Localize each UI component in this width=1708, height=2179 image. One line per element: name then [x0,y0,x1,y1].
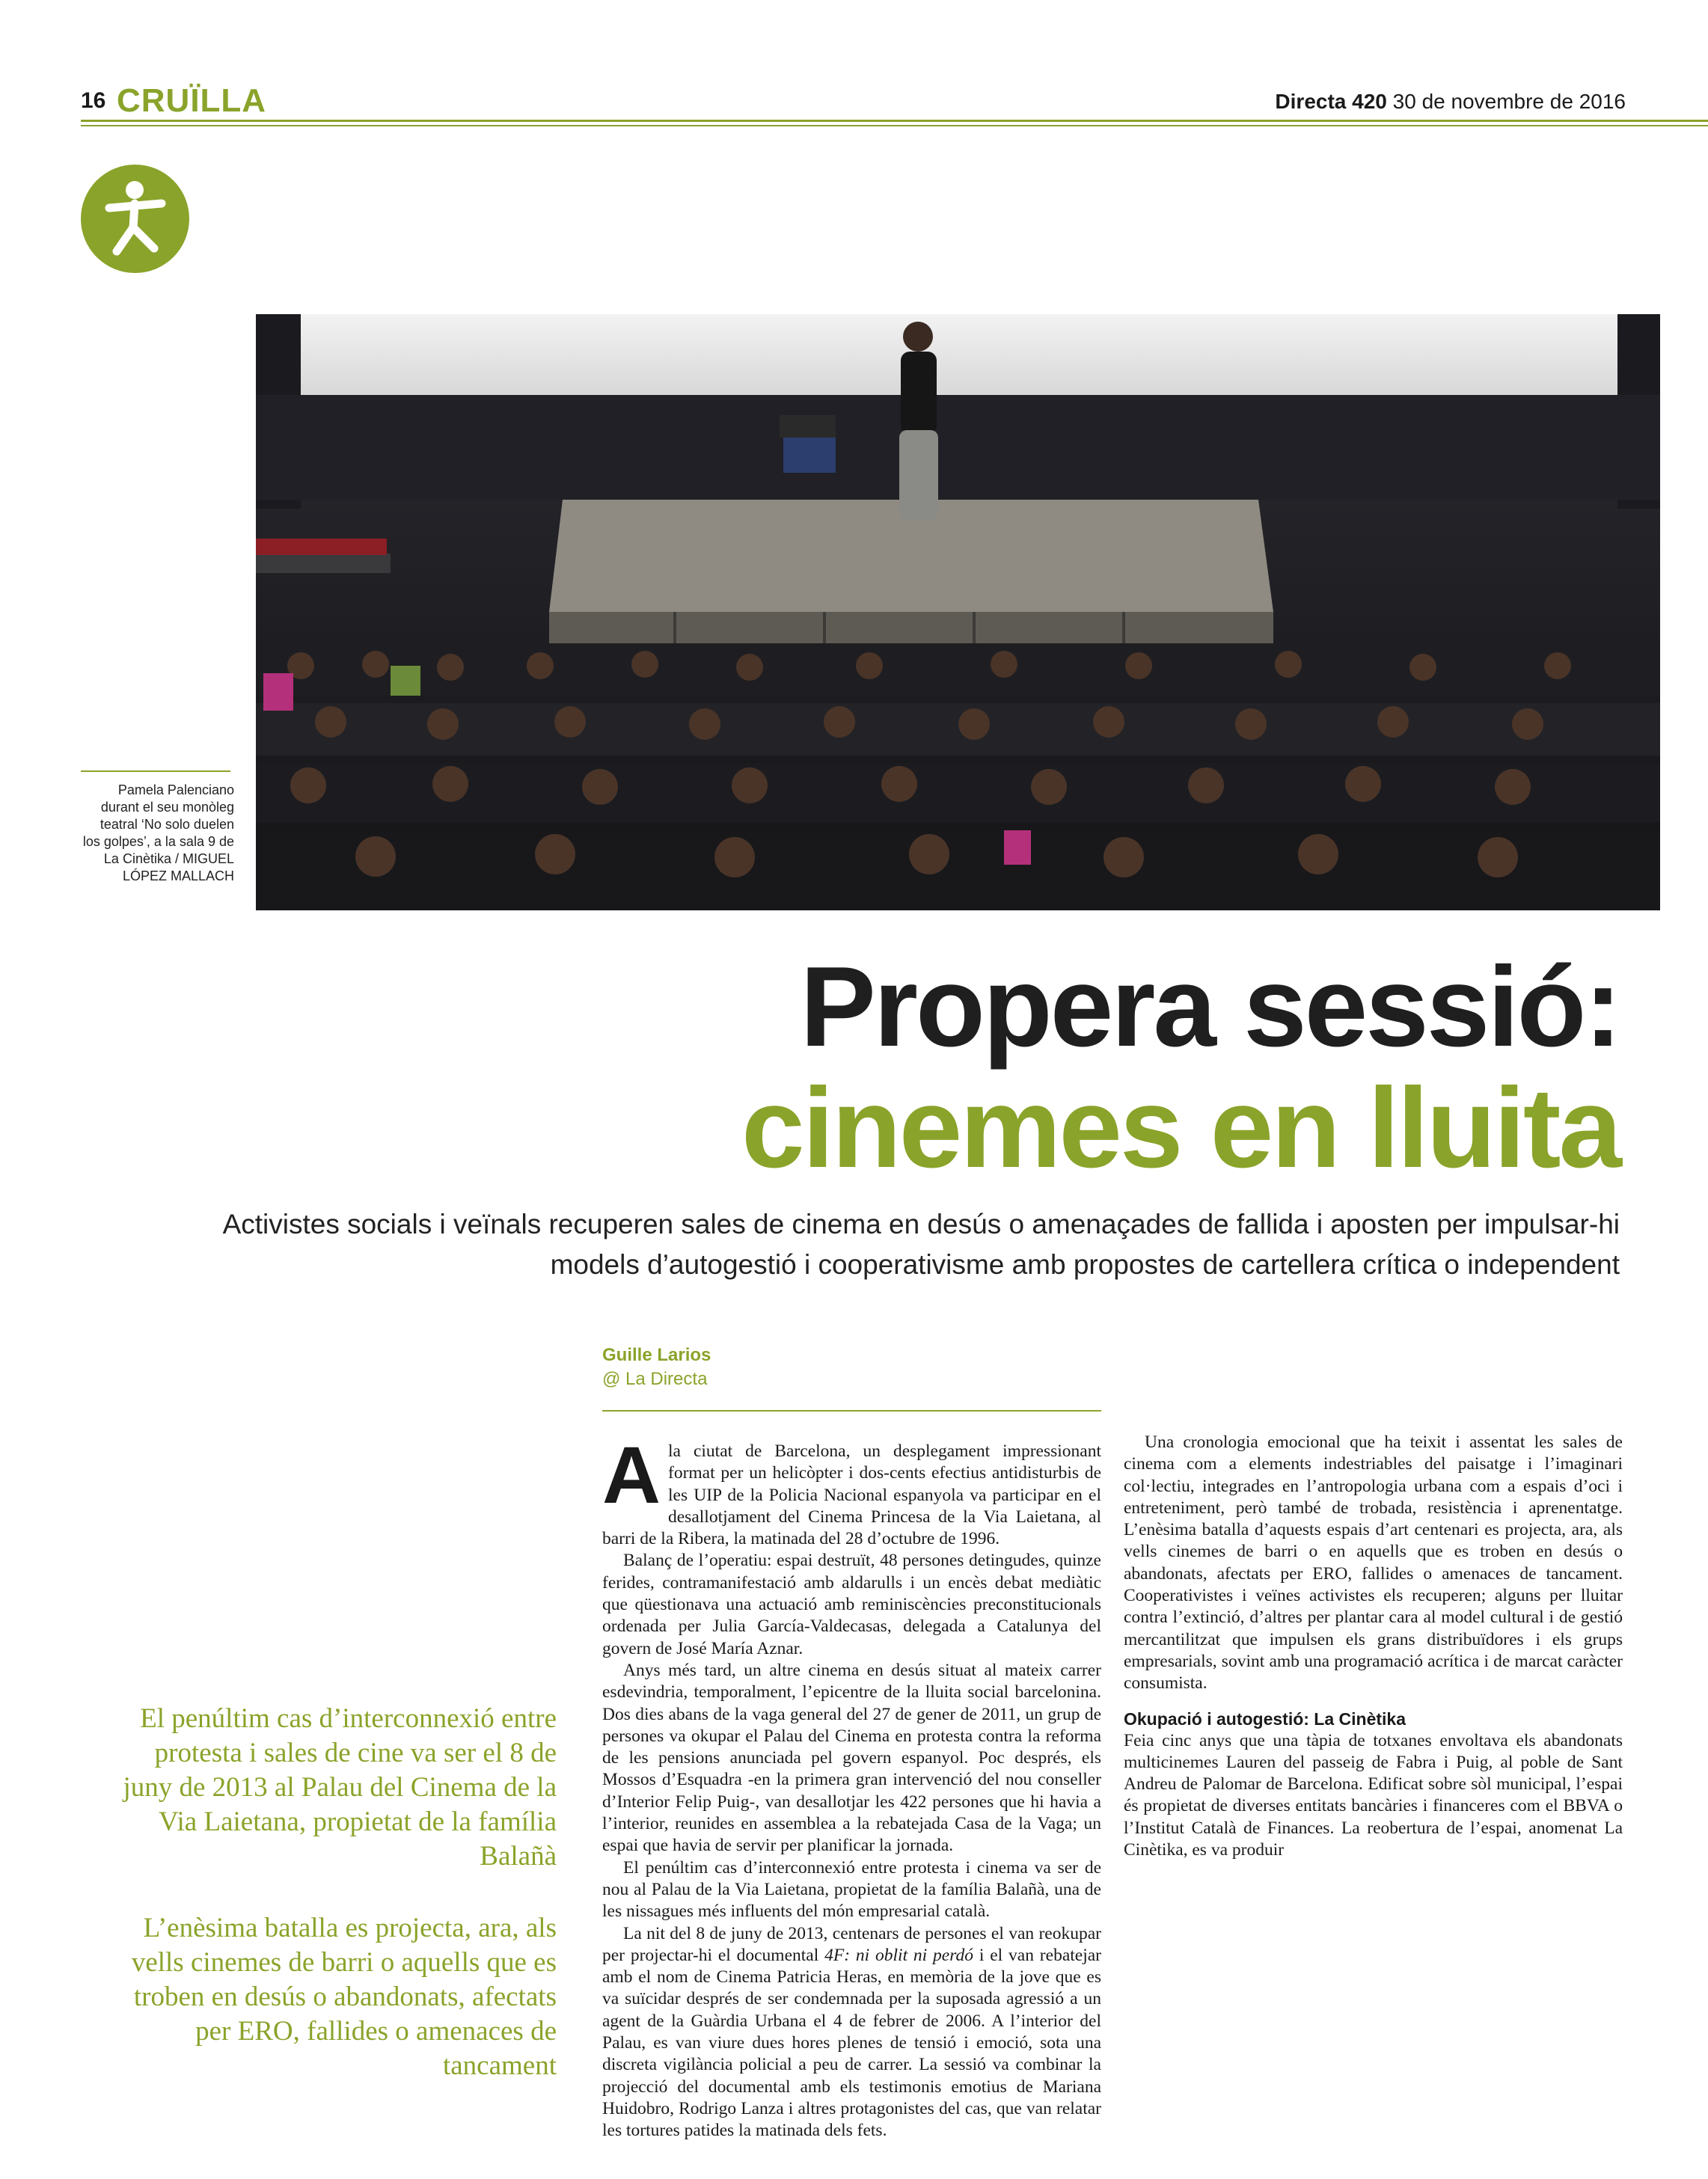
paragraph-6: Una cronologia emocional que ha teixit i assentat les sales de cinema com a elements indestriables del paisatge i l’imaginari col·lectiu, integrades en l’antropologia urbana com a espais d’oci i entreteniment, però també de trobada, resistència i aprenentatge. L’enèsima batalla d’aquests espais d’art centenari es projecta, ara, als vells cinemes de barri o en aquells que es troben en desús o abandonats, afectats per ERO, fallides o amenaces de tancament. Cooperativistes i veïnes activistes els recuperen; alguns per lluitar contra l’extinció, d’altres per plantar cara al model cultural i de gestió mercantilitzat que impulsen els grans distribuïdores i els grups empresarials, sovint amb una programació acrítica i de marcat caràcter consumista. [1124,1432,1623,1694]
person-figure-icon [81,165,189,273]
issue-info [1275,90,1626,114]
headline-line-2: cinemes en lluita [741,1064,1620,1192]
pull-quote-2: L’enèsima batalla es projecta, ara, als vells cinemes de barri o aquells que es troben en desús o abandonats, afectats per ERO, fallides o amenaces de tancament [131,1913,557,2081]
header-rule-thin [81,125,1708,126]
issue-date: 30 de novembre de 2016 [1392,90,1626,113]
paragraph-3: Anys més tard, un altre cinema en desús situat al mateix carrer esdevindria, temporalment, l’epicentre de la lluita social barcelonina. Dos dies abans de la vaga general del 27 de gener de 2011, un grup de persones va okupar el Palau del Cinema en protesta contra la reforma de les pensions anunciada pel govern espanyol. Poc després, els Mossos d’Esquadra -en la primera gran intervenció del nou conseller d’Interior Felip Puig-, van desallotjar les 422 persones que hi havia a l’interior, reunides en assemblea a la rebatejada Casa de la Vaga; un espai que havia de servir per planificar la jornada. [602,1660,1101,1856]
paragraph-4: El penúltim cas d’interconnexió entre protesta i cinema va ser de nou al Palau de la Via Laietana, propietat de la família Balañà, una de les nissagues més influents del món empresarial català. [602,1857,1101,1922]
body-column-1 [602,1429,1101,2142]
byline-rule [602,1410,1101,1412]
subheading: Okupació i autogestió: La Cinètika [1124,1708,1407,1729]
dropcap: A [602,1429,661,1520]
header-rule [81,120,1708,122]
paragraph-2: Balanç de l’operatiu: espai destruït, 48 persones detingudes, quinze ferides, contramanifestació amb aldarulls i un encès debat mediàtic que qüestionava una actuació amb reminiscències preconstitucionals ordenada per Julia García-Valdecasas, delegada a Catalunya del govern de José María Aznar. [602,1551,1101,1658]
author-name: Guille Larios [602,1345,711,1365]
pull-quote-1: El penúltim cas d’interconnexió entre protesta i sales de cine va ser el 8 de juny de 2013 al Palau del Cinema de la Via Laietana, propietat de la família Balañà [123,1703,557,1872]
documentary-title: 4F: ni oblit ni perdó [824,1945,974,1965]
page-number: 16 [81,88,106,113]
cinema-theatre-photo [256,314,1660,910]
paragraph-5 [602,1923,1101,2142]
body-column-2 [1124,1432,1623,1861]
paragraph-1-text: la ciutat de Barcelona, un desplegament impressionant format per un helicòpter i dos-cents efectius antidisturbis de les UIP de la Policia Nacional espanyola va participar en el desallotjament del Cinema Princesa de la Via Laietana, al barri de la Ribera, la matinada del 28 d’octubre de 1996. [602,1441,1101,1549]
paragraph-7: Feia cinc anys que una tàpia de totxanes envoltava els abandonats multicinemes Lauren del passeig de Fabra i Puig, al poble de Sant Andreu de Palomar de Barcelona. Edificat sobre sòl municipal, l’espai és propietat de diverses entitats bancàries i financeres com el BBVA o l’Institut Català de Finances. La reobertura de l’espai, anomenat La Cinètika, es va produir [1124,1730,1623,1860]
caption-rule [81,770,230,772]
paragraph-5-text-b: i el van rebatejar amb el nom de Cinema Patricia Heras, en memòria de la jove que es va suïcidar després de ser condemnada per la suposada agressió a un agent de la Guàrdia Urbana el 4 de febrer de 2006. A l’interior del Palau, es van viure dues hores plenes de tensió i emoció, sota una discreta vigilància policial a peu de carrer. La sessió va combinar la projecció del documental amb els testimonis emotius de Mariana Huidobro, Rodrigo Lanza i altres protagonistes del cas, que van relatar les tortures patides la matinada dels fets. [602,1945,1101,2141]
photo-caption: Pamela Palenciano durant el seu monòleg teatral ‘No solo duelen los golpes’, a la sala 9 de La Cinètika / MIGUEL LÓPEZ MALLACH [82,782,234,883]
paragraph-1 [602,1429,1101,1550]
section-title: CRUÏLLA [117,82,267,119]
subtitle: Activistes socials i veïnals recuperen sales de cinema en desús o amenaçades de fallida i aposten per impulsar-hi models d’autogestió i cooperativisme amb propostes de cartellera crítica o independent [222,1209,1620,1280]
publication-name: Directa 420 [1275,90,1387,113]
headline-line-1: Propera sessió: [800,943,1620,1070]
paragraph-5-text-a: La nit del 8 de juny de 2013, centenars de persones el van reokupar per projectar-hi el documental [602,1923,1101,1965]
author-organization: @ La Directa [602,1369,708,1389]
